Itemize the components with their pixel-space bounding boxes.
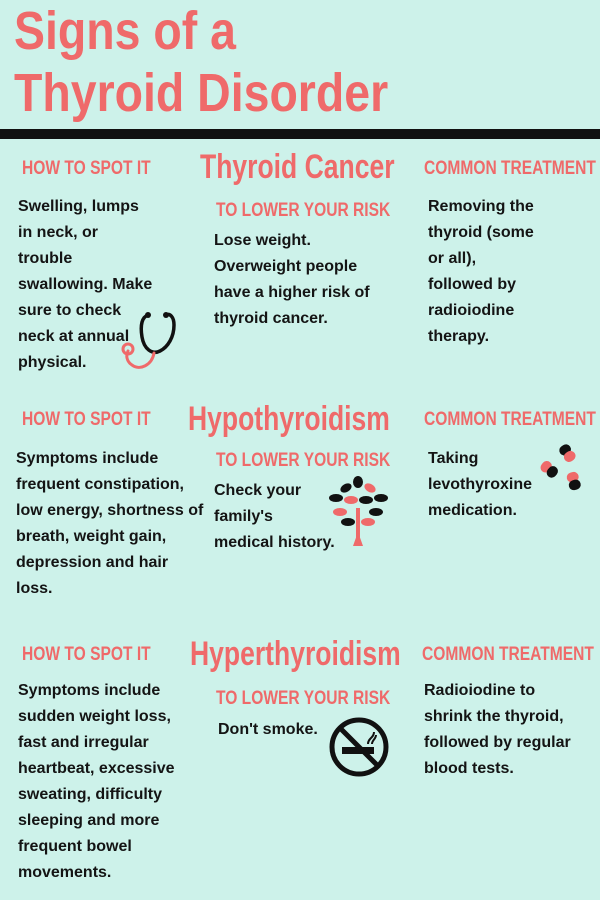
page-title	[14, 0, 388, 124]
treat-text-3: Radioiodine to shrink the thyroid, followed by regular blood tests.	[424, 682, 571, 777]
title-line-2: Thyroid Disorder	[14, 63, 389, 123]
risk-text-2: Check your family's medical history.	[214, 482, 335, 551]
risk-label-3: TO LOWER YOUR RISK	[216, 688, 391, 709]
spot-label-3: HOW TO SPOT IT	[22, 644, 151, 665]
section-title-thyroid-cancer: Thyroid Cancer	[200, 148, 395, 186]
family-tree-icon	[326, 474, 392, 548]
spot-label-2: HOW TO SPOT IT	[22, 409, 151, 430]
spot-text-1: Swelling, lumps in neck, or trouble swallowing. Make sure to check neck at annual physical.	[18, 198, 153, 371]
spot-label-1: HOW TO SPOT IT	[22, 158, 151, 179]
treat-label-1: COMMON TREATMENT	[424, 158, 596, 179]
section-title-hypothyroidism: Hypothyroidism	[188, 400, 390, 438]
treat-label-3: COMMON TREATMENT	[422, 644, 594, 665]
stethoscope-icon	[118, 305, 184, 375]
risk-label-2: TO LOWER YOUR RISK	[216, 450, 391, 471]
no-smoking-icon	[328, 716, 390, 778]
title-line-1: Signs of a	[14, 1, 236, 61]
spot-text-2: Symptoms include frequent constipation, low energy, shortness of breath, weight gain, depression and hair loss.	[16, 450, 204, 597]
risk-text-1: Lose weight. Overweight people have a higher risk of thyroid cancer.	[214, 232, 370, 327]
section-title-hyperthyroidism: Hyperthyroidism	[190, 635, 401, 673]
spot-text-3: Symptoms include sudden weight loss, fast and irregular heartbeat, excessive sweating, difficulty sleeping and more frequent bowel movements.	[18, 682, 175, 881]
risk-text-3: Don't smoke.	[218, 721, 318, 738]
title-divider	[0, 129, 600, 139]
treat-label-2: COMMON TREATMENT	[424, 409, 596, 430]
risk-label-1: TO LOWER YOUR RISK	[216, 200, 391, 221]
treat-text-2: Taking levothyroxine medication.	[428, 450, 533, 519]
pills-icon	[536, 442, 586, 496]
treat-text-1: Removing the thyroid (some or all), followed by radioiodine therapy.	[428, 198, 534, 345]
